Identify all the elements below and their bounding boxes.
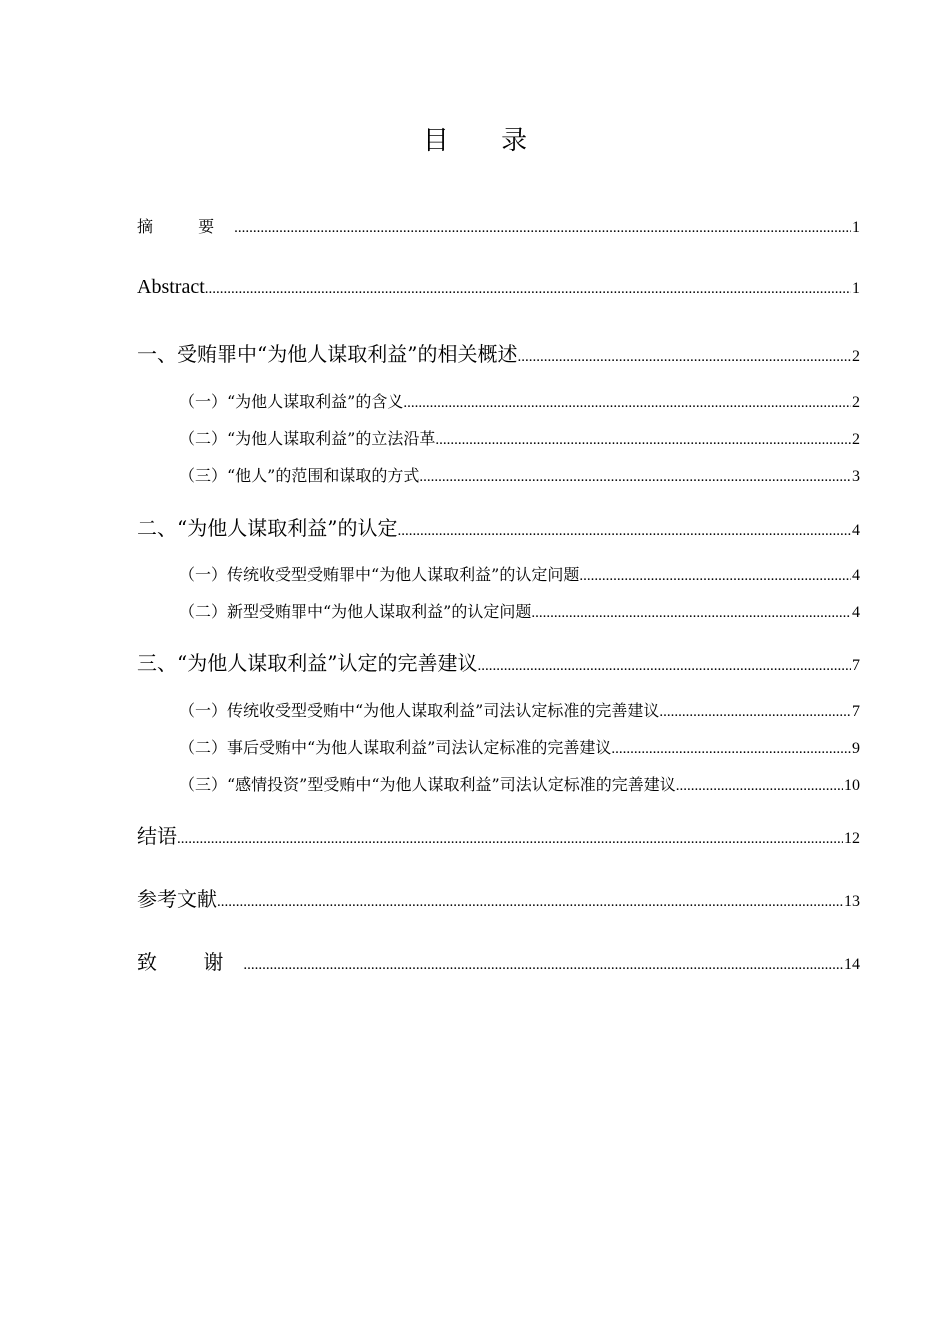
toc-entry-references[interactable]	[137, 883, 860, 912]
toc-entry-label: （三）“他人”的范围和谋取的方式	[179, 466, 420, 485]
toc-leader-dots	[517, 349, 851, 366]
toc-entry-chapter-1[interactable]	[137, 338, 860, 367]
toc-entry-label: 致 谢	[137, 950, 244, 974]
toc-entry-section-3-1[interactable]	[179, 698, 860, 721]
toc-title: 目 录	[422, 126, 550, 156]
toc-entry-section-2-2[interactable]	[179, 599, 860, 622]
toc-entry-label: 一、受贿罪中“为他人谋取利益”的相关概述	[137, 342, 518, 366]
toc-entry-section-1-3[interactable]	[179, 463, 860, 486]
toc-entry-chapter-3[interactable]	[137, 647, 860, 676]
toc-entry-acknowledgements[interactable]	[137, 946, 860, 975]
toc-entry-label: 参考文献	[137, 887, 217, 911]
toc-entry-page: 12	[844, 830, 860, 847]
toc-leader-dots	[659, 704, 851, 721]
toc-entry-page: 2	[852, 348, 860, 365]
toc-entry-page: 7	[852, 657, 860, 674]
toc-entry-page: 10	[844, 777, 860, 794]
toc-entry-chapter-2[interactable]	[137, 512, 860, 541]
toc-entry-label: （二）新型受贿罪中“为他人谋取利益”的认定问题	[179, 602, 532, 621]
toc-entry-page: 7	[852, 703, 860, 720]
toc-leader-dots	[579, 568, 851, 585]
toc-entry-page: 1	[852, 219, 860, 236]
toc-entry-page: 4	[852, 604, 860, 621]
toc-entry-page: 2	[852, 431, 860, 448]
toc-leader-dots	[397, 523, 851, 540]
toc-entry-label: Abstract	[137, 276, 205, 298]
toc-entry-abstract-cn[interactable]	[137, 214, 860, 237]
toc-entry-page: 1	[852, 280, 860, 297]
toc-entry-page: 13	[844, 893, 860, 910]
toc-leader-dots	[419, 469, 851, 486]
toc-entry-section-1-1[interactable]	[179, 389, 860, 412]
toc-entry-section-3-3[interactable]	[179, 772, 860, 795]
toc-entry-page: 3	[852, 468, 860, 485]
toc-leader-dots	[234, 220, 851, 237]
toc-leader-dots	[177, 831, 843, 848]
toc-entry-conclusion[interactable]	[137, 820, 860, 849]
toc-entry-section-3-2[interactable]	[179, 735, 860, 758]
toc-entry-label: 二、“为他人谋取利益”的认定	[137, 516, 398, 540]
toc-leader-dots	[531, 605, 851, 622]
toc-leader-dots	[205, 281, 851, 298]
toc-entry-label: （三）“感情投资”型受贿中“为他人谋取利益”司法认定标准的完善建议	[179, 775, 676, 794]
toc-entry-label: （一）传统收受型受贿罪中“为他人谋取利益”的认定问题	[179, 565, 580, 584]
toc-entry-label: 摘 要	[137, 217, 235, 236]
toc-entry-page: 14	[844, 956, 860, 973]
toc-entry-abstract-en[interactable]	[137, 276, 860, 299]
toc-leader-dots	[676, 778, 843, 795]
toc-entry-label: （一）传统收受型受贿中“为他人谋取利益”司法认定标准的完善建议	[179, 701, 660, 720]
toc-leader-dots	[477, 658, 851, 675]
toc-leader-dots	[435, 432, 851, 449]
toc-entry-page: 9	[852, 740, 860, 757]
toc-entry-label: 结语	[137, 824, 177, 848]
toc-entry-section-1-2[interactable]	[179, 426, 860, 449]
toc-entry-section-2-1[interactable]	[179, 562, 860, 585]
toc-entry-page: 4	[852, 567, 860, 584]
toc-entry-label: （二）事后受贿中“为他人谋取利益”司法认定标准的完善建议	[179, 738, 612, 757]
toc-leader-dots	[217, 894, 843, 911]
toc-leader-dots	[611, 741, 851, 758]
toc-leader-dots	[403, 395, 851, 412]
toc-entry-label: （二）“为他人谋取利益”的立法沿革	[179, 429, 436, 448]
toc-leader-dots	[243, 957, 843, 974]
toc-entry-page: 2	[852, 394, 860, 411]
toc-entry-label: （一）“为他人谋取利益”的含义	[179, 392, 404, 411]
toc-entry-label: 三、“为他人谋取利益”认定的完善建议	[137, 651, 478, 675]
toc-entry-page: 4	[852, 522, 860, 539]
